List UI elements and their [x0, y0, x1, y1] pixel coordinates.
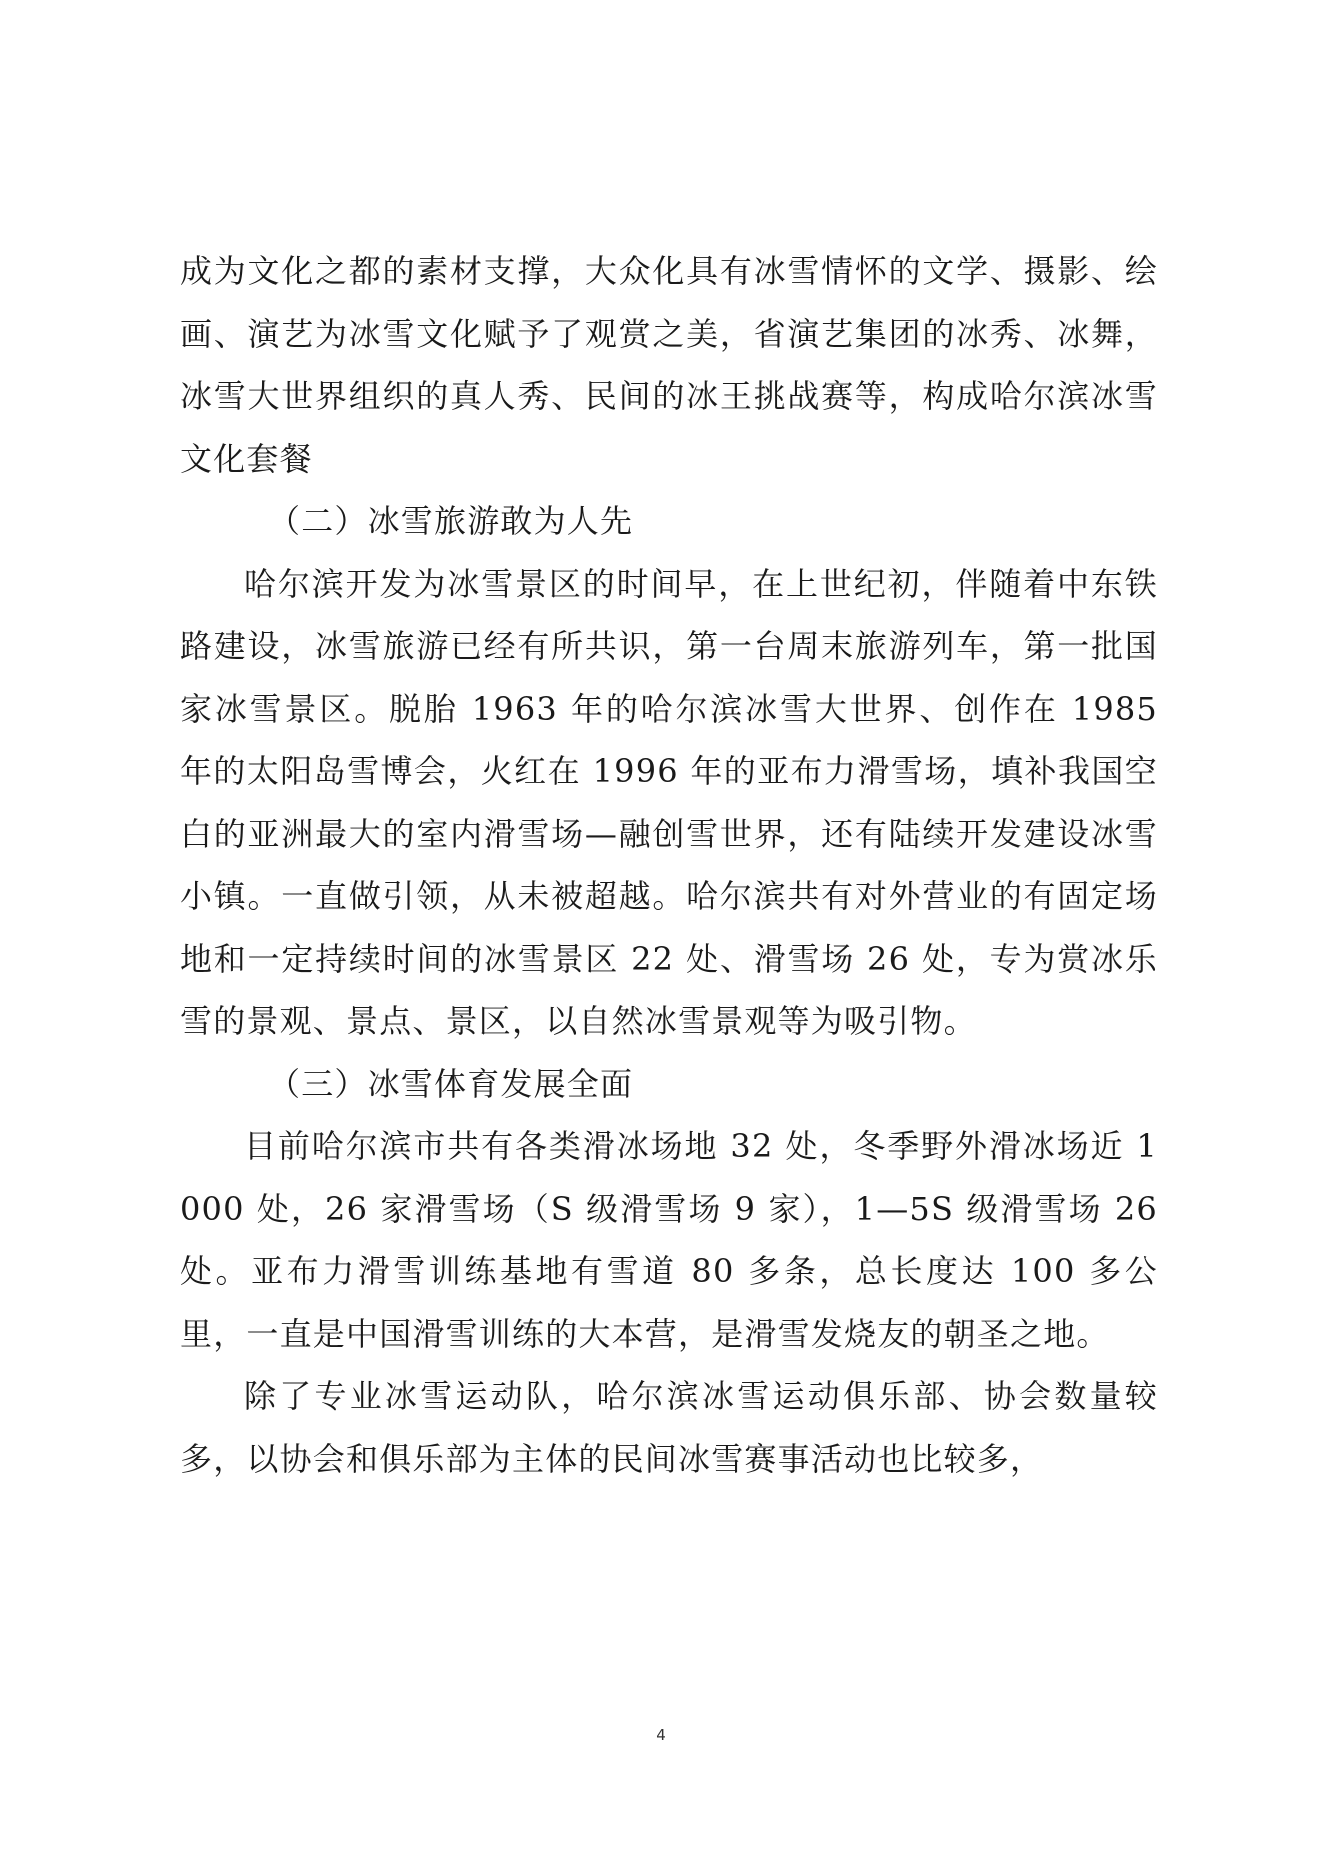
- paragraph-culture-continuation: 成为文化之都的素材支撑，大众化具有冰雪情怀的文学、摄影、绘画、演艺为冰雪文化赋予了观赏之美，省演艺集团的冰秀、冰舞，冰雪大世界组织的真人秀、民间的冰王挑战赛等，构成哈尔滨冰雪文化套餐: [180, 252, 1158, 478]
- document-body: [180, 240, 1158, 1490]
- section-heading-tourism: （二）冰雪旅游敢为人先: [268, 502, 634, 540]
- paragraph-sports-venues: 目前哈尔滨市共有各类滑冰场地 32 处，冬季野外滑冰场近 1000 处，26 家滑雪场（S 级滑雪场 9 家），1—5S 级滑雪场 26 处。亚布力滑雪训练基地有雪道 80 多条，总长度达 100 多公里，一直是中国滑雪训练的大本营，是滑雪发烧友的朝圣之地。: [180, 1127, 1158, 1353]
- section-heading-sports: （三）冰雪体育发展全面: [268, 1064, 634, 1103]
- page-number: 4: [656, 1726, 666, 1744]
- paragraph-sports-clubs: 除了专业冰雪运动队，哈尔滨冰雪运动俱乐部、协会数量较多，以协会和俱乐部为主体的民间冰雪赛事活动也比较多，: [180, 1377, 1158, 1478]
- paragraph-tourism: 哈尔滨开发为冰雪景区的时间早，在上世纪初，伴随着中东铁路建设，冰雪旅游已经有所共识，第一台周末旅游列车，第一批国家冰雪景区。脱胎 1963 年的哈尔滨冰雪大世界、创作在 1985 年的太阳岛雪博会，火红在 1996 年的亚布力滑雪场，填补我国空白的亚洲最大的室内滑雪场—融创雪世界，还有陆续开发建设冰雪小镇。一直做引领，从未被超越。哈尔滨共有对外营业的有固定场地和一定持续时间的冰雪景区 22 处、滑雪场 26 处，专为赏冰乐雪的景观、景点、景区，以自然冰雪景观等为吸引物。: [180, 564, 1158, 1040]
